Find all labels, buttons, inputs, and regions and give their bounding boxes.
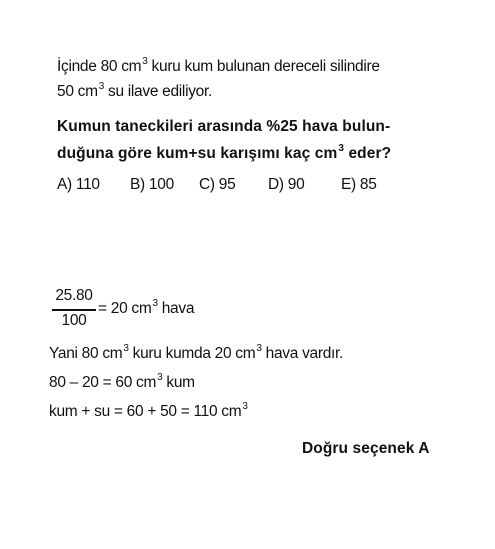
question-bold-line-2-post: eder?	[344, 145, 392, 162]
option-d-value: 90	[287, 176, 305, 193]
question-line-1	[57, 58, 380, 76]
fraction-numerator: 25.80	[55, 287, 93, 304]
superscript: 3	[142, 56, 148, 67]
correct-answer-text: Doğru seçenek A	[302, 440, 430, 457]
question-line-2-pre: 50 cm	[57, 83, 98, 100]
superscript: 3	[157, 372, 163, 383]
option-b	[130, 176, 174, 194]
question-bold-line-1	[57, 118, 390, 136]
solution-line-4-pre: kum + su = 60 + 50 = 110 cm	[49, 403, 242, 420]
superscript: 3	[242, 401, 248, 412]
solution-line-2	[49, 345, 343, 363]
option-e-letter: E)	[341, 176, 356, 193]
superscript: 3	[256, 343, 262, 354]
option-c	[199, 176, 235, 194]
superscript: 3	[338, 143, 345, 154]
option-d	[268, 176, 304, 194]
question-bold-line-1-text: Kumun taneckileri arasında %25 hava bulun-	[57, 118, 391, 135]
solution-line-3-pre: 80 – 20 = 60 cm	[49, 374, 157, 391]
fraction-denominator: 100	[61, 312, 87, 329]
superscript: 3	[152, 298, 158, 309]
superscript: 3	[98, 81, 104, 92]
question-line-2-post: su ilave ediliyor.	[103, 83, 213, 100]
question-line-1-post: kuru kum bulunan dereceli silindire	[147, 58, 380, 75]
fraction-result-post: hava	[157, 300, 195, 317]
correct-answer-label	[302, 440, 430, 458]
option-e	[341, 176, 377, 194]
fraction-result-pre: = 20 cm	[98, 300, 152, 317]
superscript: 3	[123, 343, 129, 354]
fraction-bar	[52, 309, 96, 311]
question-bold-line-2	[57, 145, 391, 163]
option-d-letter: D)	[268, 176, 284, 193]
option-b-value: 100	[148, 176, 174, 193]
solution-line-2-mid: kuru kumda 20 cm	[128, 345, 256, 362]
question-line-1-pre: İçinde 80 cm	[57, 58, 142, 75]
question-line-2	[57, 83, 212, 101]
option-a-value: 110	[75, 176, 100, 193]
option-c-value: 95	[218, 176, 236, 193]
option-b-letter: B)	[130, 176, 145, 193]
solution-line-2-pre: Yani 80 cm	[49, 345, 123, 362]
fraction-result	[98, 300, 194, 318]
option-a	[57, 176, 100, 194]
solution-line-3	[49, 374, 195, 392]
option-a-letter: A)	[57, 176, 72, 193]
solution-line-2-post: hava vardır.	[261, 345, 344, 362]
option-e-value: 85	[359, 176, 377, 193]
question-bold-line-2-pre: duğuna göre kum+su karışımı kaç cm	[57, 145, 338, 162]
option-c-letter: C)	[199, 176, 215, 193]
solution-line-3-post: kum	[162, 374, 195, 391]
answer-options	[57, 176, 397, 196]
solution-line-4	[49, 403, 248, 421]
